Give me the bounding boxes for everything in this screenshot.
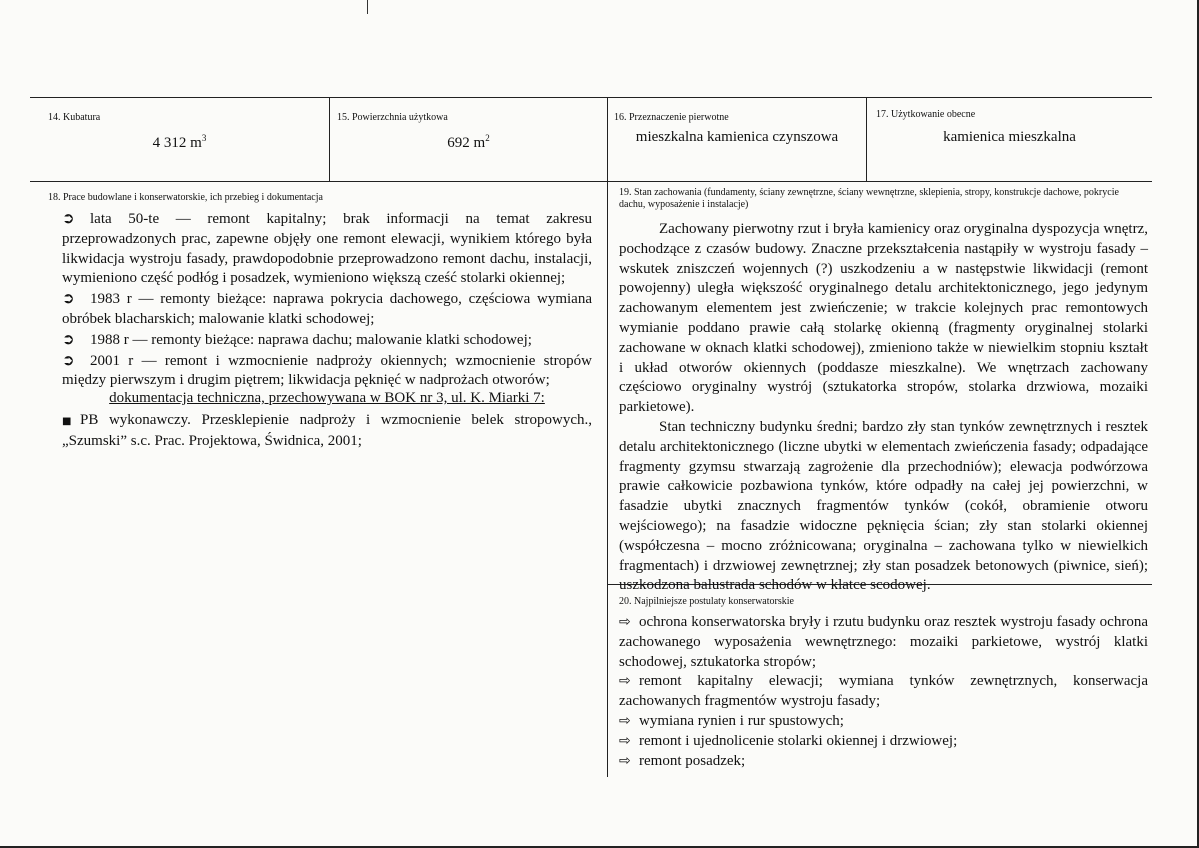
powierzchnia-label: 15. Powierzchnia użytkowa bbox=[337, 112, 448, 123]
stan-paragraph-1: Zachowany pierwotny rzut i bryła kamienicy oraz oryginalna dyspozycja wnętrz, pochodzące z czasów budowy. Znaczne przekształcenia nastąpiły w wystroju fasady – wskutek zniszczeń wojennych (?) uszkodzeniu a w następstwie likwidacji (remont powojenny) uległa większość oryginalnego detalu architektonicznego, jego jedynym zachowanym elementem jest zwieńczenie; w trakcie kolejnych prac remontowych wymianie poddano prawie całą stolarkę okienną (fragmenty oryginalnej stolarki zachowane w oknach klatki schodowej), zmieniono także w niewielkim stopniu kształt i układ otworów okiennych (poddasze mieszkalne). We wnętrzach zachowany częściowo oryginalny wystrój (sztukatorka stropów, stolarka drzwiowa, mozaiki parkietowe). bbox=[619, 221, 1148, 416]
postulat-item: ⇨ wymiana rynien i rur spustowych; bbox=[619, 712, 1148, 732]
column-divider-main bbox=[607, 97, 608, 777]
prace-item: ➲ 2001 r — remont i wzmocnienie nadproży okiennych; wzmocnienie stropów między pierwszym i drugim piętrem; likwidacja pęknięć w nadprożach otworów; bbox=[62, 350, 592, 389]
stan-text bbox=[619, 220, 1148, 596]
uzytkowanie-label: 17. Użytkowanie obecne bbox=[876, 109, 976, 120]
hollow-arrow-icon: ⇨ bbox=[619, 673, 631, 690]
przeznaczenie-value: mieszkalna kamienica czynszowa bbox=[635, 129, 839, 145]
prace-item: ➲ lata 50-te — remont kapitalny; brak informacji na temat zakresu przeprowadzonych prac, zapewne objęły one remont elewacji, wynikiem którego była likwidacja wystroju fasady, prawdopodobnie przeprowadzono remont dachu, instalacji, wymieniono część podłóg i posadzek, wymieniono większą cześć stolarki okiennej; bbox=[62, 209, 592, 287]
prace-item: ➲ 1988 r — remonty bieżące: naprawa dachu; malowanie klatki schodowej; bbox=[62, 329, 532, 348]
kubatura-label: 14. Kubatura bbox=[48, 112, 101, 123]
dokumentacja-heading: dokumentacja techniczna, przechowywana w BOK nr 3, ul. K. Miarki 7: bbox=[109, 390, 545, 406]
prace-item: ➲ 1983 r — remonty bieżące: naprawa pokrycia dachowego, częściowa wymiana obróbek blacharskich; malowanie klatki schodowej; bbox=[62, 289, 592, 327]
hollow-arrow-icon: ⇨ bbox=[619, 614, 631, 630]
postulat-item: ⇨ remont i ujednolicenie stolarki okiennej i drzwiowej; bbox=[619, 732, 1148, 752]
bullet-arrow-icon: ➲ bbox=[62, 350, 75, 369]
bullet-arrow-icon: ➲ bbox=[62, 289, 75, 308]
kubatura-value: 4 312 $m^3$ bbox=[152, 133, 207, 151]
stan-label: 19. Stan zachowania (fundamenty, ściany zewnętrzne, ściany wewnętrzne, sklepienia, stropy, konstrukcje dachowe, pokrycie dachu, wyposażenie i instalacje) bbox=[619, 187, 1119, 210]
bullet-arrow-icon: ➲ bbox=[62, 329, 75, 348]
hollow-arrow-icon: ⇨ bbox=[619, 752, 631, 769]
table-top-border bbox=[30, 97, 1152, 98]
postulaty-list bbox=[619, 613, 1148, 771]
prace-label: 18. Prace budowlane i konserwatorskie, ich przebieg i dokumentacja bbox=[48, 192, 323, 203]
postulat-item: ⇨ remont posadzek; bbox=[619, 752, 1148, 772]
postulat-item: ⇨ ochrona konserwatorska bryły i rzutu budynku oraz resztek wystroju fasady ochrona zachowanego wyposażenia wewnętrznego: mozaiki parkietowe, wystrój klatki schodowej, sztukatorka stropów; bbox=[619, 614, 1148, 670]
dokumentacja-item: ■ PB wykonawczy. Przesklepienie nadproży i wzmocnienie belek stropowych., „Szumski” s.c. Prac. Projektowa, Świdnica, 2001; bbox=[62, 412, 592, 449]
hollow-arrow-icon: ⇨ bbox=[619, 712, 631, 729]
prace-list bbox=[62, 209, 592, 391]
postulaty-label: 20. Najpilniejsze postulaty konserwatorskie bbox=[619, 596, 794, 607]
square-bullet-icon: ■ bbox=[62, 416, 72, 427]
postulat-item: ⇨ remont kapitalny elewacji; wymiana tynków zewnętrznych, konserwacja zachowanych fragmentów wystroju fasady; bbox=[619, 673, 1148, 710]
uzytkowanie-value: kamienica mieszkalna bbox=[943, 129, 1076, 145]
hollow-arrow-icon: ⇨ bbox=[619, 732, 631, 749]
stan-paragraph-2: Stan techniczny budynku średni; bardzo zły stan tynków zewnętrznych i resztek detalu architektonicznego (liczne ubytki w elementach zwieńczenia fasady; odpadające fragmenty gzymsu stwarzają zagrożenie dla przechodniów); elewacja podwórzowa prawie całkowicie pozbawiona tynków, które odpadły na całej jej powierzchni, w fasadzie ubytki znacznych fragmentów tynków (cokół, obramienie otworu wejściowego); na fasadzie widoczne pęknięcia ścian; zły stan stolarki okiennej (współczesna – mocno zróżnicowana; oryginalna – zachowana tylko w niewielkich fragmentach) i drzwiowej zewnętrznej; zły stan posadzek betonowych (piwnice, sień); uszkodzona balustrada schodów w klatce scodowej. bbox=[619, 418, 1148, 594]
header-row-bottom-border bbox=[30, 181, 1152, 182]
przeznaczenie-label: 16. Przeznaczenie pierwotne bbox=[614, 112, 729, 123]
scan-edge-tick bbox=[367, 0, 368, 14]
bullet-arrow-icon: ➲ bbox=[62, 209, 75, 227]
powierzchnia-value: 692 $m^2$ bbox=[447, 133, 490, 151]
